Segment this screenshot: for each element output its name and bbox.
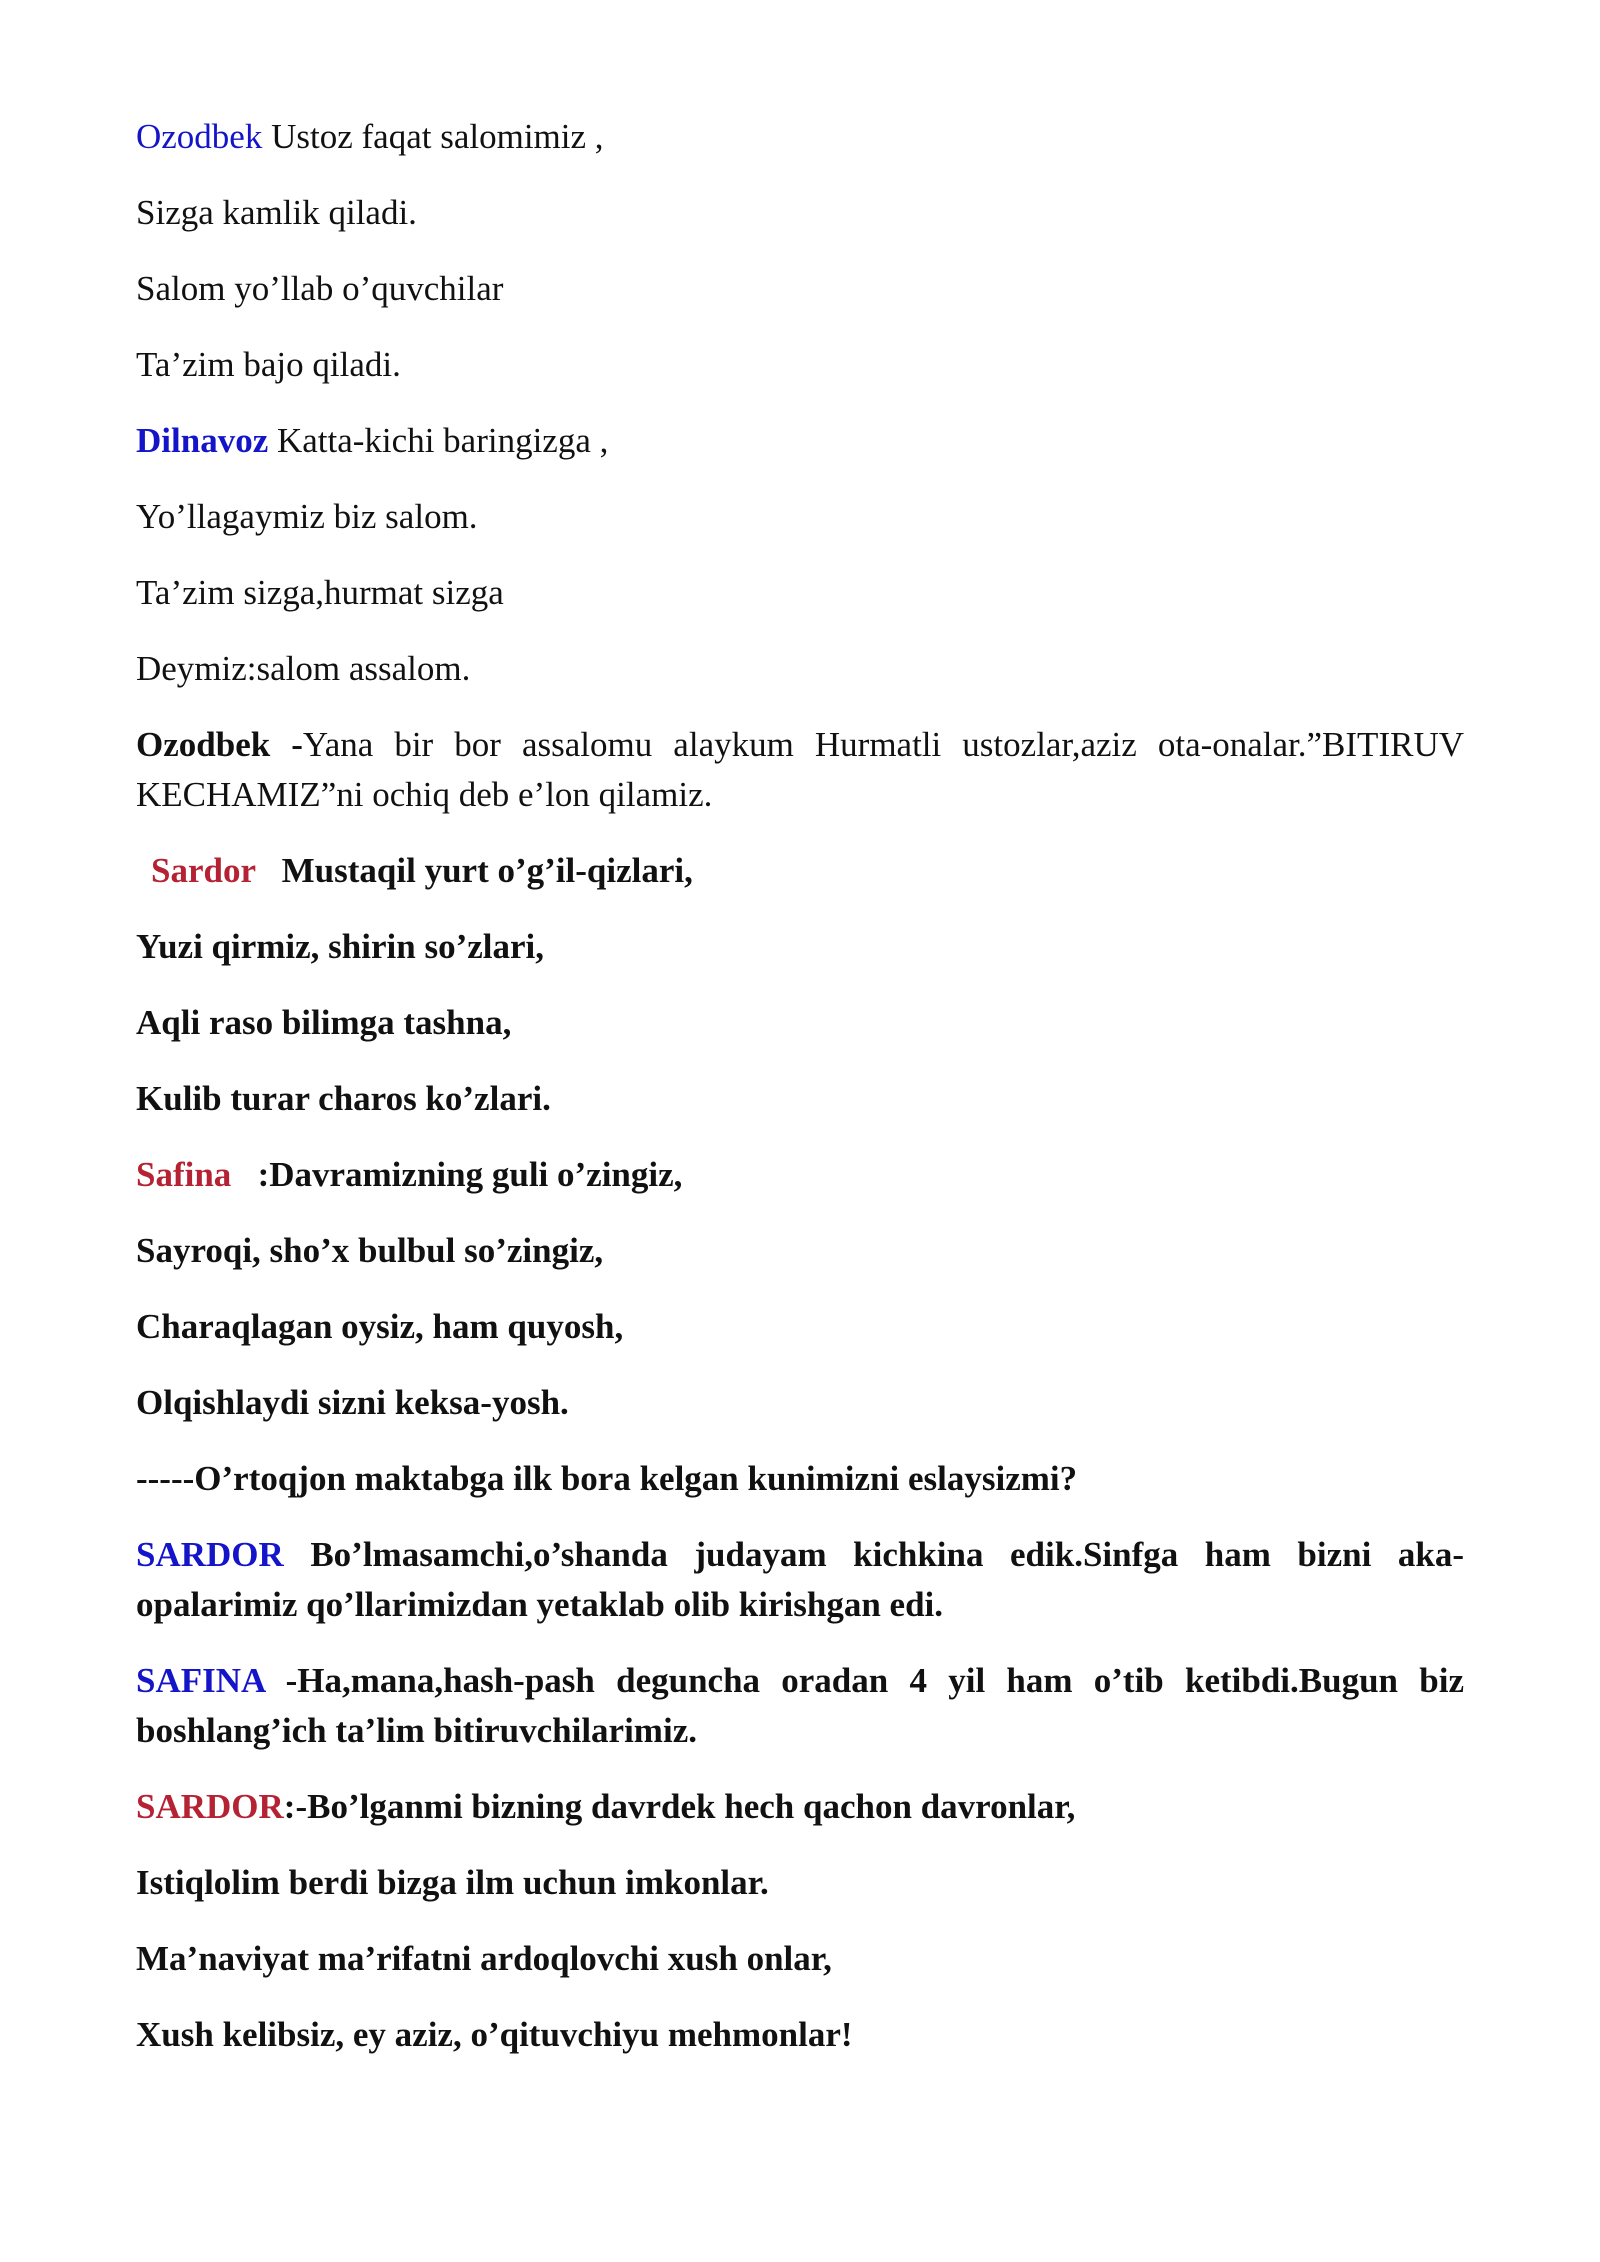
dialogue-question: -----O’rtoqjon maktabga ilk bora kelgan kunimizni eslaysizmi? — [136, 1459, 1078, 1498]
verse-line-17: Olqishlaydi sizni keksa-yosh. — [136, 1383, 569, 1422]
verse-line-5 — [136, 416, 1464, 466]
paragraph-text: Yana bir bor assalomu alaykum Hurmatli ustozlar,aziz ota-onalar.”BITIRUV KECHAMIZ”ni ochiq deb e’lon qilamiz. — [136, 725, 1464, 814]
verse-line-24: Xush kelibsiz, ey aziz, o’qituvchiyu mehmonlar! — [136, 2015, 853, 2054]
dialogue-paragraph-sardor — [136, 1530, 1464, 1630]
verse-line-16: Charaqlagan oysiz, ham quyosh, — [136, 1307, 624, 1346]
verse-line-21 — [136, 1782, 1464, 1832]
speaker-name-safina: Safina — [136, 1155, 232, 1194]
dialogue-paragraph-safina — [136, 1656, 1464, 1756]
verse-line-7: Ta’zim sizga,hurmat sizga — [136, 573, 504, 612]
speaker-name-sardor: SARDOR — [136, 1787, 284, 1826]
speaker-name-safina: SAFINA — [136, 1661, 265, 1700]
paragraph-text: Bo’lmasamchi,o’shanda judayam kichkina edik.Sinfga ham bizni aka-opalarimiz qo’llarimizdan yetaklab olib kirishgan edi. — [136, 1535, 1464, 1624]
verse-line-12: Aqli raso bilimga tashna, — [136, 1003, 512, 1042]
verse-line-3: Salom yo’llab o’quvchilar — [136, 269, 504, 308]
speaker-name-ozodbek: Ozodbek — [136, 117, 263, 156]
document-page — [136, 112, 1464, 2086]
verse-line-23: Ma’naviyat ma’rifatni ardoqlovchi xush onlar, — [136, 1939, 832, 1978]
verse-text: Mustaqil yurt o’g’il-qizlari, — [255, 851, 693, 890]
verse-text: Katta-kichi baringizga , — [268, 421, 609, 460]
verse-line-10 — [136, 846, 1464, 896]
speaker-name-sardor: SARDOR — [136, 1535, 284, 1574]
speaker-name-dilnavoz: Dilnavoz — [136, 421, 269, 460]
verse-line-4: Ta’zim bajo qiladi. — [136, 345, 401, 384]
speaker-name-ozodbek: Ozodbek - — [136, 725, 303, 764]
verse-line-6: Yo’llagaymiz biz salom. — [136, 497, 478, 536]
verse-line-13: Kulib turar charos ko’zlari. — [136, 1079, 551, 1118]
verse-line-15: Sayroqi, sho’x bulbul so’zingiz, — [136, 1231, 604, 1270]
verse-line-1 — [136, 112, 1464, 162]
speaker-name-sardor: Sardor — [151, 851, 256, 890]
verse-line-2: Sizga kamlik qiladi. — [136, 193, 417, 232]
verse-line-8: Deymiz:salom assalom. — [136, 649, 471, 688]
verse-line-11: Yuzi qirmiz, shirin so’zlari, — [136, 927, 545, 966]
announcement-paragraph — [136, 720, 1464, 820]
verse-text: Ustoz faqat salomimiz , — [262, 117, 604, 156]
verse-line-14 — [136, 1150, 1464, 1200]
verse-line-22: Istiqlolim berdi bizga ilm uchun imkonlar. — [136, 1863, 769, 1902]
verse-text: :-Bo’lganmi bizning davrdek hech qachon davronlar, — [283, 1787, 1076, 1826]
verse-text: :Davramizning guli o’zingiz, — [231, 1155, 683, 1194]
paragraph-text: -Ha,mana,hash-pash deguncha oradan 4 yil ham o’tib ketibdi.Bugun biz boshlang’ich ta’lim bitiruvchilarimiz. — [136, 1661, 1464, 1750]
